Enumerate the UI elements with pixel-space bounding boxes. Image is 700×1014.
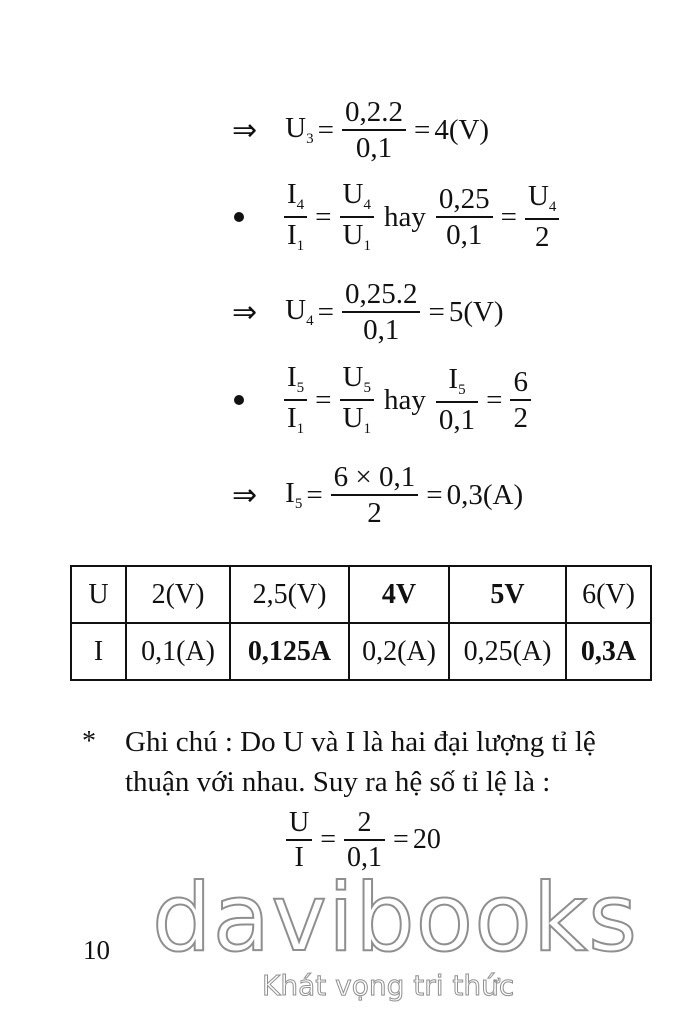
equation-u4: ⇒ $U_4$ = $\frac{0,25.2}{0,1}$ = 5(V): [232, 277, 504, 346]
equation-i5: ⇒ $I_5$ = $\frac{6 \times 0,1}{2}$ = 0,3(A): [232, 460, 524, 529]
result-value: 20: [412, 824, 441, 855]
fraction: $\frac{U_5}{U_1}$: [340, 362, 374, 438]
implies-symbol: ⇒: [232, 112, 258, 148]
page-number: 10: [83, 935, 110, 965]
table-cell: 4V: [349, 566, 449, 623]
table-cell: 0,125A: [230, 623, 349, 680]
table-row-u: [71, 566, 651, 623]
variable-i5: $I_5$: [285, 477, 303, 512]
variable-u3: $U_3$: [285, 112, 314, 147]
implies-symbol: ⇒: [232, 294, 258, 330]
bullet-icon: [234, 395, 244, 405]
values-table: [70, 565, 652, 681]
table-row-i: [71, 623, 651, 680]
table-cell: 6(V): [566, 566, 651, 623]
proportion-i5: $\frac{I_5}{I_1}$ = $\frac{U_5}{U_1}$ hay $\frac{I_5}{0,1}$ = $\frac{6}{2}$: [234, 360, 535, 440]
table-cell: 0,1(A): [126, 623, 230, 680]
bullet-icon: [234, 212, 244, 222]
table-cell: 5V: [449, 566, 566, 623]
fraction: $\frac{I_4}{I_1}$: [284, 179, 307, 255]
watermark-tagline: Khát vọng tri thức: [262, 969, 515, 1002]
note-text: Ghi chú : Do U và I là hai đại lượng tỉ lệ thuận với nhau. Suy ra hệ số tỉ lệ là :: [125, 726, 596, 798]
note-star: *: [82, 726, 96, 757]
result-value: 0,3(A): [446, 478, 524, 511]
equation-u3: ⇒ $U_3$ = $\frac{0,2.2}{0,1}$ = 4(V): [232, 95, 490, 164]
fraction: $\frac{I_5}{I_1}$: [284, 362, 307, 438]
table-cell: 0,2(A): [349, 623, 449, 680]
proportion-u4: $\frac{I_4}{I_1}$ = $\frac{U_4}{U_1}$ hay $\frac{0,25}{0,1}$ = $\frac{U_4}{2}$: [234, 177, 563, 257]
fraction: $\frac{6}{2}$: [510, 367, 531, 434]
fraction: $\frac{U}{I}$: [286, 808, 312, 873]
fraction: $\frac{U_4}{2}$: [525, 181, 559, 252]
ratio-equation: $\frac{U}{I}$ = $\frac{2}{0,1}$ = 20: [282, 800, 441, 880]
variable-u4: $U_4$: [285, 294, 314, 329]
table-cell: 2,5(V): [230, 566, 349, 623]
fraction: $\frac{0,2.2}{0,1}$: [342, 97, 406, 164]
fraction: $\frac{0,25.2}{0,1}$: [342, 279, 421, 346]
fraction: $\frac{0,25}{0,1}$: [436, 184, 493, 251]
table-cell: 0,25(A): [449, 623, 566, 680]
implies-symbol: ⇒: [232, 477, 258, 513]
watermark-logo: davibooks: [152, 864, 639, 973]
table-cell: 2(V): [126, 566, 230, 623]
fraction: $\frac{6 \times 0,1}{2}$: [331, 462, 419, 529]
table-cell: I: [71, 623, 126, 680]
fraction: $\frac{I_5}{0,1}$: [436, 364, 478, 435]
table-cell: 0,3A: [566, 623, 651, 680]
result-value: 5(V): [448, 295, 504, 328]
result-value: 4(V): [434, 113, 490, 146]
table-cell: U: [71, 566, 126, 623]
fraction: $\frac{2}{0,1}$: [344, 808, 385, 873]
fraction: $\frac{U_4}{U_1}$: [340, 179, 374, 255]
